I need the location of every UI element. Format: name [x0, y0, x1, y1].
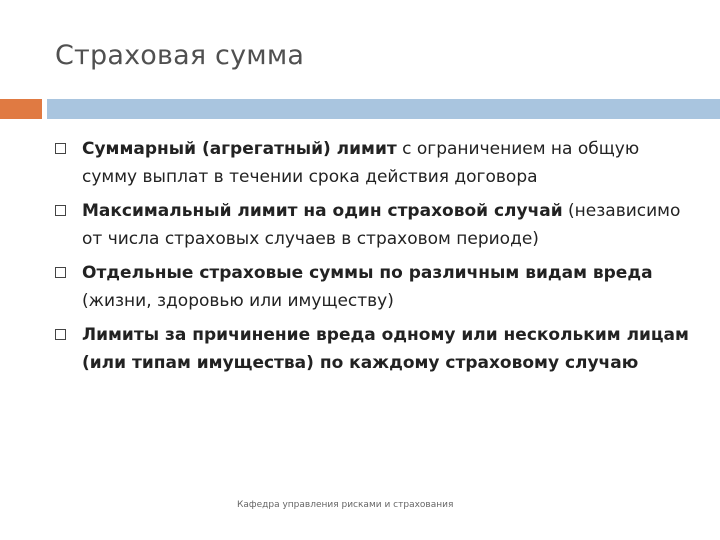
slide-title: Страховая сумма: [55, 40, 305, 71]
bullet-text: (жизни, здоровью или имуществу): [82, 291, 394, 311]
bullet-text: с ограничением на общую сумму выплат в течении срока действия договора: [82, 139, 640, 187]
bullet-bold-text: Отдельные страховые суммы по различным видам вреда: [82, 263, 653, 283]
bullet-bold-text: Суммарный (агрегатный) лимит: [82, 139, 397, 159]
slide-footer: Кафедра управления рисками и страхования: [237, 500, 454, 510]
bullet-text: (независимо от числа страховых случаев в страховом периоде): [82, 201, 681, 249]
square-bullet-icon: [55, 329, 66, 340]
square-bullet-icon: [55, 143, 66, 154]
square-bullet-icon: [55, 267, 66, 278]
bullet-item: [55, 259, 695, 315]
bullet-item: [55, 135, 695, 191]
bullet-bold-text: Максимальный лимит на один страховой случай: [82, 201, 563, 221]
bullet-bold-text: Лимиты за причинение вреда одному или нескольким лицам (или типам имущества) по каждому страховому случаю: [82, 325, 689, 373]
accent-bar: [0, 99, 42, 119]
bullet-list: [55, 135, 695, 383]
bullet-item: [55, 197, 695, 253]
title-underline-bar: [47, 99, 720, 119]
bullet-item: [55, 321, 695, 377]
square-bullet-icon: [55, 205, 66, 216]
